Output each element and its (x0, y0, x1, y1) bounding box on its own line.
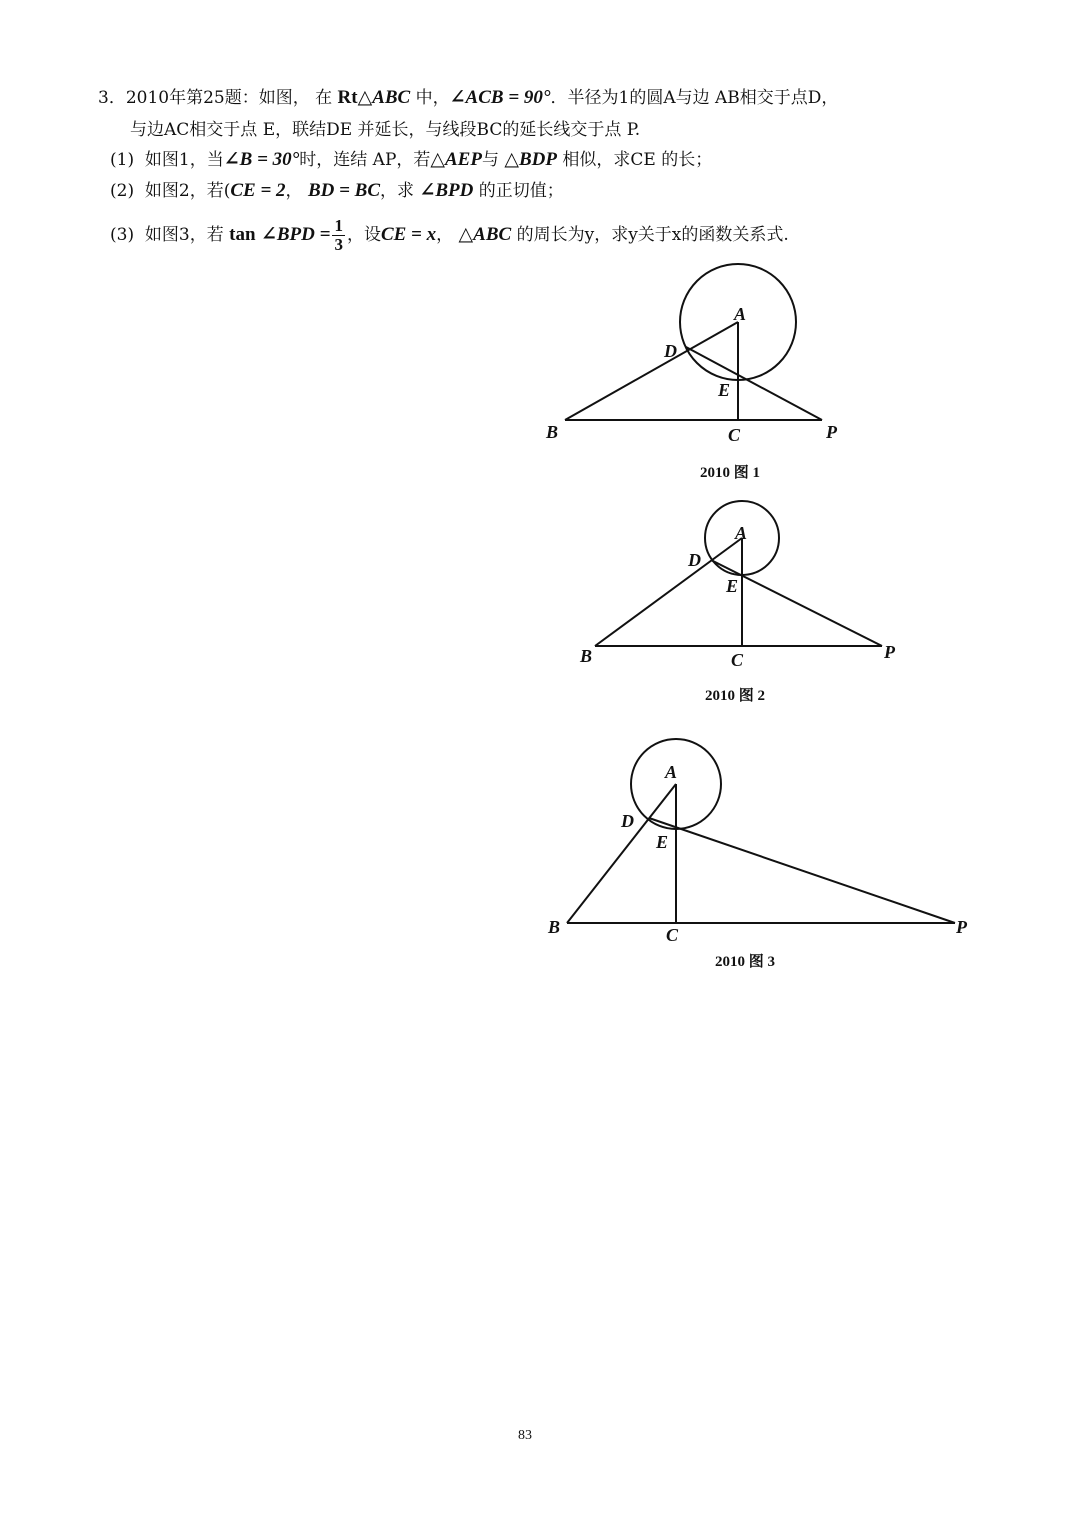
text-segment: 的周长为y，求y关于x的函数关系式. (516, 225, 789, 245)
text-segment: 如图2，若( (144, 181, 231, 201)
figure-1-line-dp (686, 347, 822, 420)
fig1-label-d: D (664, 341, 677, 361)
text-segment: ， (285, 181, 303, 201)
figure-2-line-dp (711, 560, 882, 646)
text-segment: 如图3，若 (144, 225, 224, 245)
text-segment: 如图1，当 (144, 150, 224, 170)
fraction-numerator: 1 (334, 216, 343, 235)
triangle-abc: △ABC (357, 87, 411, 108)
fig1-label-a: A (734, 304, 747, 324)
fig1-label-c: C (728, 425, 741, 445)
page-number: 83 (518, 1428, 532, 1443)
fig3-caption: 2010 图 3 (715, 954, 776, 970)
question-number: (1) (110, 150, 135, 170)
fig3-label-b: B (548, 917, 561, 937)
triangle-abc: △ABC (458, 224, 512, 245)
fraction-denominator: 3 (334, 235, 343, 254)
triangle-bdp: △BDP (504, 149, 557, 170)
tan-label: tan (229, 224, 256, 245)
angle-bpd: ∠BPD = (260, 224, 331, 245)
question-number: (3) (110, 225, 135, 245)
fig1-label-p: P (826, 422, 837, 442)
figure-3-line-ba (567, 784, 676, 923)
fig2-label-e: E (726, 576, 739, 596)
figure-1-drawing (565, 264, 822, 420)
figure-2-line-ba (595, 538, 742, 646)
angle-bpd: ∠BPD (419, 180, 474, 201)
text-segment: ， (436, 225, 454, 245)
angle-b: ∠B = 30° (223, 149, 300, 170)
fig3-label-e: E (656, 832, 669, 852)
problem-intro: 3．2010年第25题：如图， 在 (98, 88, 338, 108)
text-segment: ．半径为1的圆A与边 AB相交于点D， (550, 88, 839, 108)
text-segment: 相似，求CE 的长； (562, 150, 713, 170)
ce-equals-x: CE = x (380, 224, 437, 245)
fig3-label-d: D (621, 811, 634, 831)
text-segment: ，设 (346, 225, 381, 245)
ce-equation: CE = 2 (230, 180, 286, 201)
fig2-label-c: C (731, 650, 744, 670)
text-segment: ，求 (380, 181, 420, 201)
figure-3-line-dp (649, 818, 955, 923)
fig2-caption: 2010 图 2 (705, 688, 766, 704)
fig3-label-a: A (665, 762, 678, 782)
text-segment: 与 (481, 150, 499, 170)
rt-label: Rt (337, 87, 358, 108)
bd-equation: BD = BC (307, 180, 381, 201)
angle-acb: ∠ACB = 90° (449, 87, 551, 108)
triangle-aep: △AEP (430, 149, 482, 170)
question-number: (2) (110, 181, 135, 201)
fig1-label-e: E (718, 380, 731, 400)
fig2-label-d: D (688, 550, 701, 570)
text-segment: 与边AC相交于点 E，联结DE 并延长，与线段BC的延长线交于点 P. (130, 120, 641, 140)
fig1-label-b: B (546, 422, 559, 442)
fig2-label-p: P (884, 642, 895, 662)
fig2-label-b: B (580, 646, 593, 666)
text-segment: 中， (410, 88, 450, 108)
text-segment: 时，连结 AP，若 (299, 150, 431, 170)
fig3-label-c: C (666, 925, 679, 945)
fig2-label-a: A (735, 523, 748, 543)
figure-1-line-ba (565, 322, 738, 420)
figure-3-drawing (567, 739, 955, 923)
fig3-label-p: P (956, 917, 967, 937)
text-segment: 的正切值； (473, 181, 564, 201)
fig1-caption: 2010 图 1 (700, 465, 761, 481)
